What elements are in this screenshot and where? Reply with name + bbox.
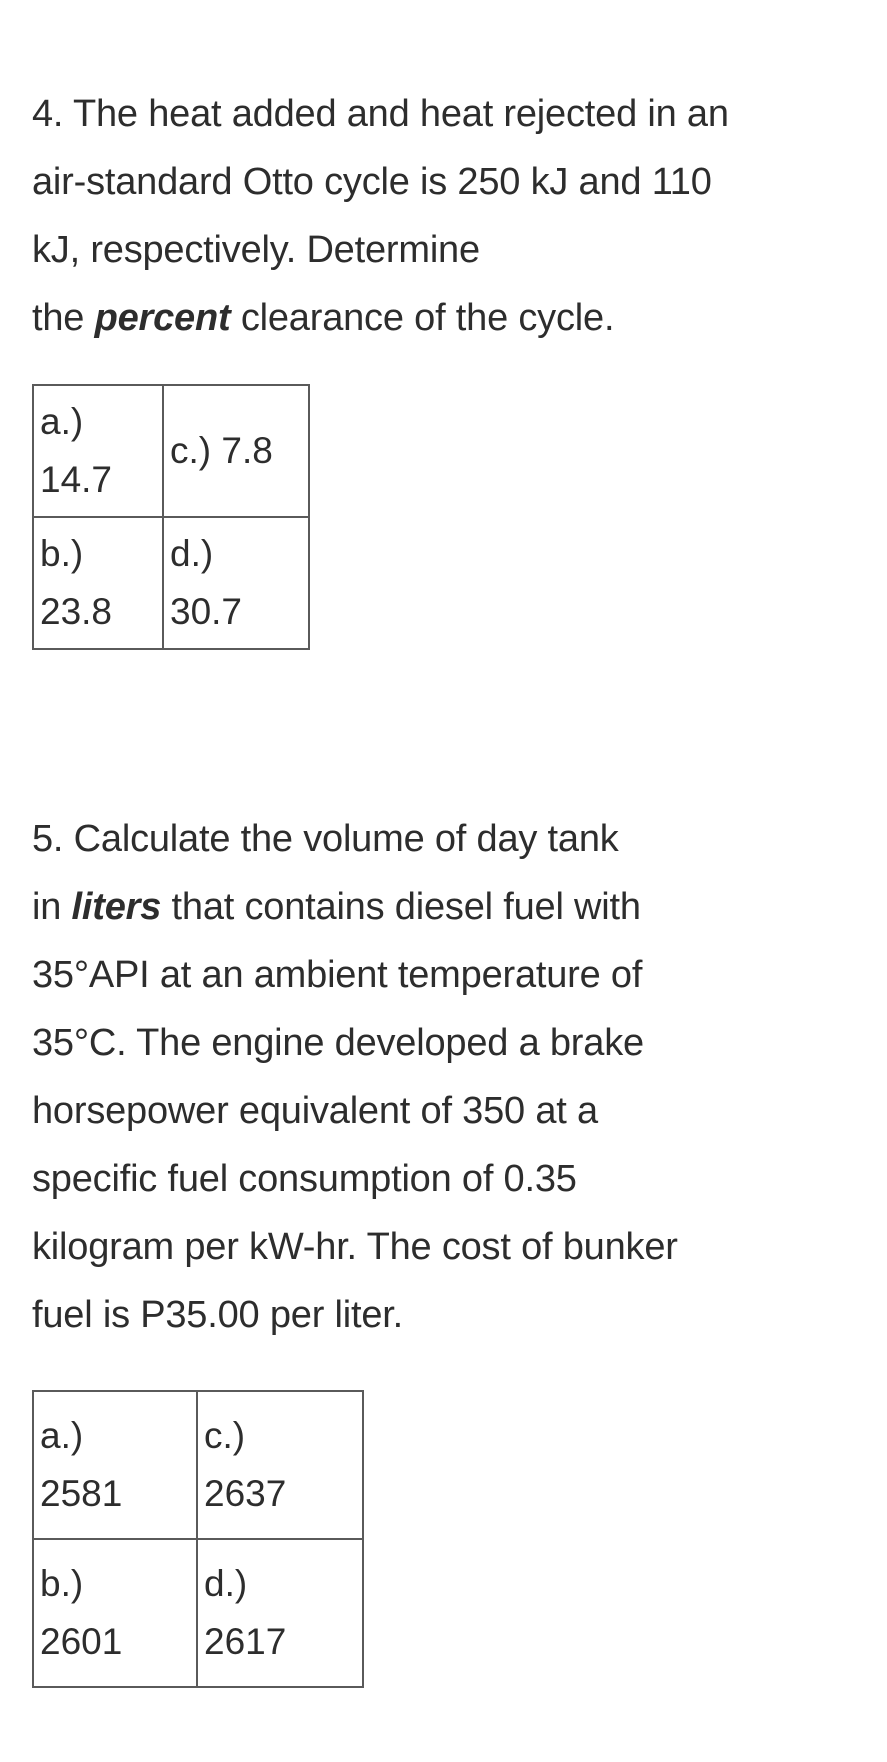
choice-a-letter: a.) xyxy=(40,401,84,442)
choice-d-value: 2617 xyxy=(204,1621,287,1662)
question-4-line-4-prefix: the xyxy=(32,297,95,339)
choice-a-cell[interactable] xyxy=(33,1391,197,1539)
question-4-line-4-suffix: clearance of the cycle. xyxy=(230,297,615,339)
question-4-text xyxy=(32,80,862,352)
question-4-choices-table xyxy=(32,384,310,650)
question-5-line-2-suffix: that contains diesel fuel with xyxy=(161,886,641,928)
choice-c-letter: c.) xyxy=(204,1415,246,1456)
choice-b-letter: b.) xyxy=(40,533,84,574)
question-5-line-5: horsepower equivalent of 350 at a xyxy=(32,1090,598,1132)
choice-b-cell[interactable] xyxy=(33,1539,197,1687)
table-row xyxy=(33,1539,363,1687)
choice-d-cell[interactable] xyxy=(197,1539,363,1687)
choice-a-cell[interactable] xyxy=(33,385,163,517)
question-5-line-2 xyxy=(32,873,862,941)
choice-b-value: 23.8 xyxy=(40,591,113,632)
question-5-emphasis-liters: liters xyxy=(71,886,162,928)
choice-a-letter: a.) xyxy=(40,1415,84,1456)
table-row xyxy=(33,385,309,517)
choice-b-cell[interactable] xyxy=(33,517,163,649)
choice-c-letter: c.) xyxy=(170,430,212,471)
question-4-line-4 xyxy=(32,284,862,352)
table-row xyxy=(33,1391,363,1539)
question-4-line-1: 4. The heat added and heat rejected in an xyxy=(32,93,729,135)
choice-d-cell[interactable] xyxy=(163,517,309,649)
question-5-line-1: 5. Calculate the volume of day tank xyxy=(32,818,619,860)
question-5-line-4: 35°C. The engine developed a brake xyxy=(32,1022,644,1064)
question-5-choices-table xyxy=(32,1390,364,1688)
choice-d-letter: d.) xyxy=(170,533,214,574)
choice-c-value: 2637 xyxy=(204,1473,287,1514)
question-5-line-6: specific fuel consumption of 0.35 xyxy=(32,1158,577,1200)
choice-c-value: 7.8 xyxy=(221,430,273,471)
choice-d-letter: d.) xyxy=(204,1563,248,1604)
choice-d-value: 30.7 xyxy=(170,591,243,632)
choice-b-value: 2601 xyxy=(40,1621,123,1662)
choice-a-value: 14.7 xyxy=(40,459,113,500)
question-4-emphasis-percent: percent xyxy=(94,297,231,339)
question-5-line-2-prefix: in xyxy=(32,886,72,928)
table-row xyxy=(33,517,309,649)
question-5-line-3: 35°API at an ambient temperature of xyxy=(32,954,643,996)
question-5-text xyxy=(32,805,862,1349)
choice-b-letter: b.) xyxy=(40,1563,84,1604)
choice-a-value: 2581 xyxy=(40,1473,123,1514)
choice-c-cell[interactable] xyxy=(163,385,309,517)
question-5-line-7: kilogram per kW-hr. The cost of bunker xyxy=(32,1226,678,1268)
question-5-line-8: fuel is P35.00 per liter. xyxy=(32,1294,403,1336)
choice-c-cell[interactable] xyxy=(197,1391,363,1539)
question-4-line-3: kJ, respectively. Determine xyxy=(32,229,480,271)
question-4-line-2: air-standard Otto cycle is 250 kJ and 110 xyxy=(32,161,712,203)
